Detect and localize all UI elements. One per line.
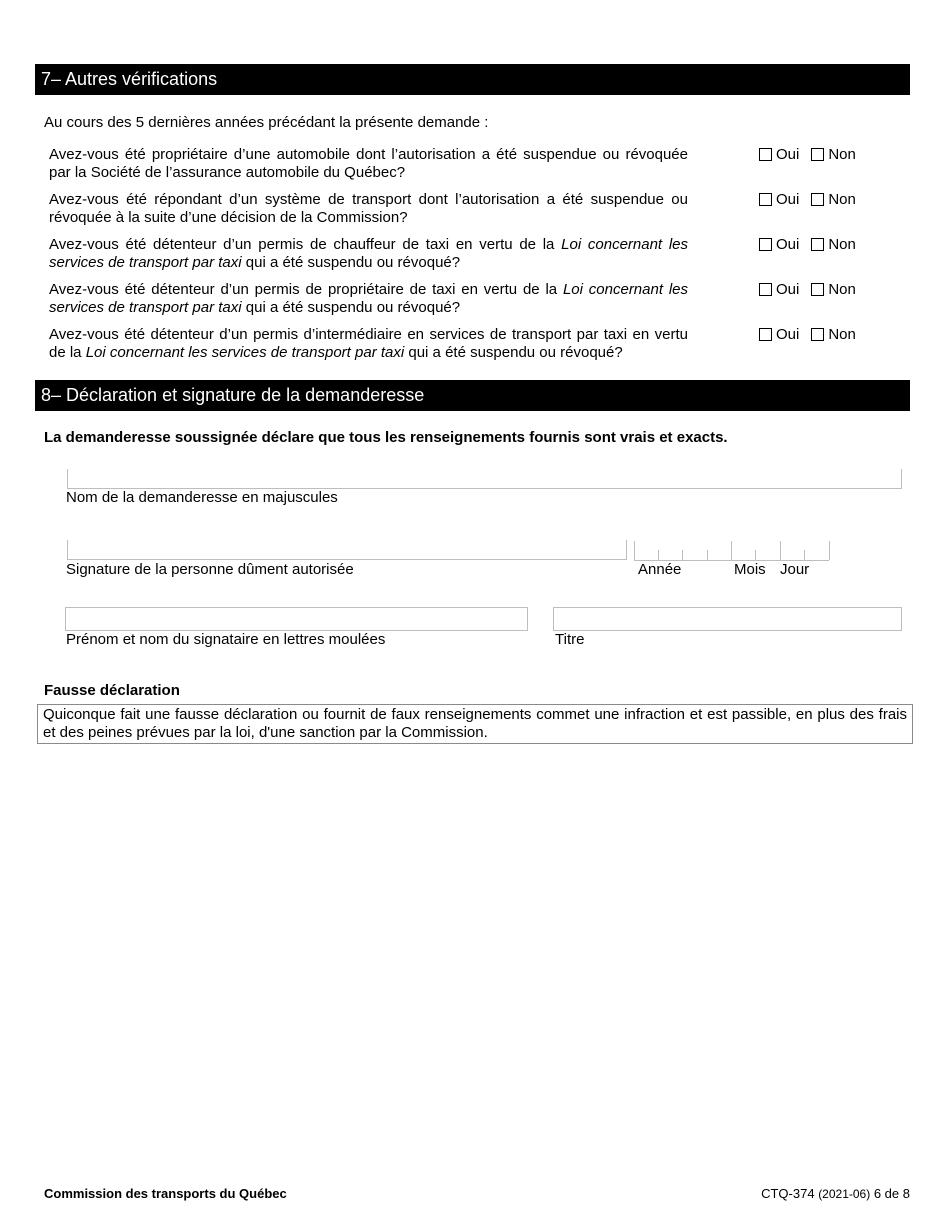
answer-4 bbox=[759, 281, 856, 299]
signatory-name-field[interactable] bbox=[65, 607, 528, 631]
non-label: Non bbox=[828, 146, 856, 163]
year-label: Année bbox=[638, 561, 682, 578]
non-checkbox-1[interactable] bbox=[811, 148, 824, 161]
law-title: Loi concernant les services de transport par taxi bbox=[49, 236, 688, 271]
answer-3 bbox=[759, 236, 856, 254]
question-5: Avez-vous été détenteur d’un permis d’intermédiaire en services de transport par taxi en vertu de la Loi concernant les services de transport par taxi qui a été suspendu ou révoqué? bbox=[49, 326, 688, 361]
form-code: CTQ-374 bbox=[761, 1186, 815, 1201]
signatory-name-label: Prénom et nom du signataire en lettres moulées bbox=[66, 631, 386, 648]
question-2: Avez-vous été répondant d’un système de transport dont l’autorisation a été suspendue ou révoquée à la suite d’une décision de la Commission? bbox=[49, 191, 688, 226]
oui-checkbox-3[interactable] bbox=[759, 238, 772, 251]
section-7-header bbox=[35, 64, 910, 95]
month-label: Mois bbox=[734, 561, 766, 578]
law-title: Loi concernant les services de transport par taxi bbox=[49, 281, 688, 316]
oui-checkbox-1[interactable] bbox=[759, 148, 772, 161]
section-8-header bbox=[35, 380, 910, 411]
oui-checkbox-5[interactable] bbox=[759, 328, 772, 341]
signature-label: Signature de la personne dûment autorisée bbox=[66, 561, 354, 578]
form-date: (2021-06) bbox=[818, 1187, 871, 1201]
law-title: Loi concernant les services de transport par taxi bbox=[85, 344, 405, 361]
answer-2 bbox=[759, 191, 856, 209]
false-declaration-text: Quiconque fait une fausse déclaration ou fournit de faux renseignements commet une infraction et est passible, en plus des frais et des peines prévues par la loi, d'une sanction par la Commission. bbox=[43, 706, 907, 741]
section-8-title: 8– Déclaration et signature de la demanderesse bbox=[41, 385, 425, 405]
false-declaration-title: Fausse déclaration bbox=[44, 682, 180, 699]
non-checkbox-5[interactable] bbox=[811, 328, 824, 341]
section-7-intro: Au cours des 5 dernières années précédant la présente demande : bbox=[44, 114, 489, 131]
oui-label: Oui bbox=[776, 326, 800, 343]
title-label: Titre bbox=[555, 631, 585, 648]
footer-organization: Commission des transports du Québec bbox=[44, 1186, 287, 1201]
signature-field[interactable] bbox=[67, 540, 627, 560]
oui-checkbox-4[interactable] bbox=[759, 283, 772, 296]
question-3: Avez-vous été détenteur d’un permis de chauffeur de taxi en vertu de la Loi concernant les services de transport par taxi qui a été suspendu ou révoqué? bbox=[49, 236, 688, 271]
non-checkbox-2[interactable] bbox=[811, 193, 824, 206]
applicant-name-label: Nom de la demanderesse en majuscules bbox=[66, 489, 338, 506]
day-field[interactable] bbox=[780, 541, 829, 561]
declaration-statement: La demanderesse soussignée déclare que tous les renseignements fournis sont vrais et exacts. bbox=[44, 429, 728, 446]
oui-checkbox-2[interactable] bbox=[759, 193, 772, 206]
non-label: Non bbox=[828, 236, 856, 253]
question-1: Avez-vous été propriétaire d’une automobile dont l’autorisation a été suspendue ou révoquée par la Société de l’assurance automobile du Québec? bbox=[49, 146, 688, 181]
day-label: Jour bbox=[780, 561, 810, 578]
year-field[interactable] bbox=[634, 541, 731, 561]
oui-label: Oui bbox=[776, 236, 800, 253]
applicant-name-field[interactable] bbox=[67, 469, 902, 489]
non-label: Non bbox=[828, 191, 856, 208]
oui-label: Oui bbox=[776, 281, 800, 298]
oui-label: Oui bbox=[776, 191, 800, 208]
question-4: Avez-vous été détenteur d’un permis de propriétaire de taxi en vertu de la Loi concernant les services de transport par taxi qui a été suspendu ou révoqué? bbox=[49, 281, 688, 316]
answer-1 bbox=[759, 146, 856, 164]
non-label: Non bbox=[828, 326, 856, 343]
false-declaration-box bbox=[37, 704, 913, 744]
answer-5 bbox=[759, 326, 856, 344]
page-number: 6 de 8 bbox=[873, 1186, 910, 1201]
non-checkbox-3[interactable] bbox=[811, 238, 824, 251]
non-checkbox-4[interactable] bbox=[811, 283, 824, 296]
month-field[interactable] bbox=[731, 541, 780, 561]
section-7-title: 7– Autres vérifications bbox=[41, 69, 218, 89]
footer-form-info bbox=[761, 1186, 910, 1201]
title-field[interactable] bbox=[553, 607, 902, 631]
oui-label: Oui bbox=[776, 146, 800, 163]
non-label: Non bbox=[828, 281, 856, 298]
